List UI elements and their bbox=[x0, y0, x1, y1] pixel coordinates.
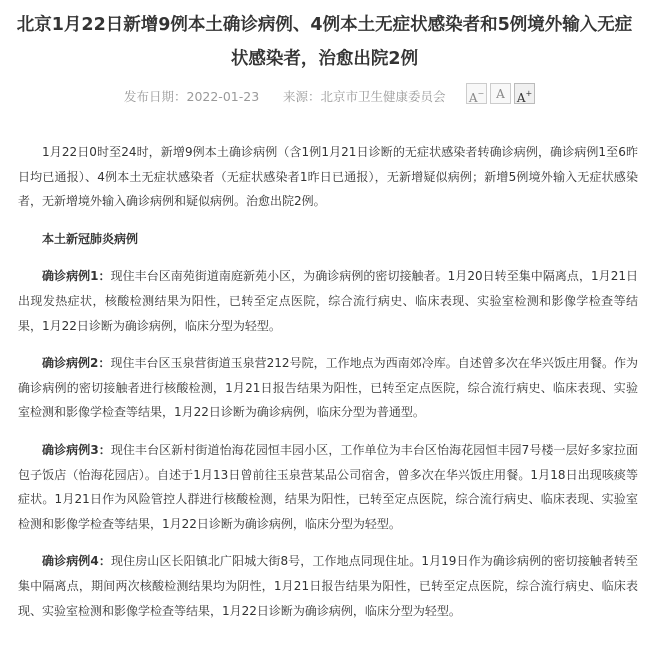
case-label: 确诊病例1： bbox=[42, 269, 111, 284]
article-body bbox=[18, 140, 638, 623]
intro-paragraph: 1月22日0时至24时，新增9例本土确诊病例（含1例1月21日诊断的无症状感染者转确诊病例，确诊病例1至6昨日均已通报）、4例本土无症状感染者（无症状感染者1昨日已通报），无新增疑似病例；新增5例境外输入无症状感染者，无新增境外输入确诊病例和疑似病例。治愈出院2例。 bbox=[18, 145, 638, 209]
section-heading: 本土新冠肺炎病例 bbox=[42, 231, 139, 246]
font-decrease-letter: A bbox=[468, 91, 478, 105]
case-text: 现住丰台区新村街道怡海花园恒丰园小区，工作单位为丰台区怡海花园恒丰园7号楼一层好多家拉面包子饭店（怡海花园店）。自述于1月13日曾前往玉泉营某品公司宿舍，曾多次在华兴饭庄用餐。1月18日出现咳痰等症状。1月21日作为风险管控人群进行核酸检测，结果为阳性，已转至定点医院，综合流行病史、临床表现、实验室检测和影像学检查等结果，1月22日诊断为确诊病例，临床分型为轻型。 bbox=[18, 442, 638, 531]
case-paragraph bbox=[18, 264, 638, 338]
case-text: 现住房山区长阳镇北广阳城大街8号，工作地点同现住址。1月19日作为确诊病例的密切接触者转至集中隔离点，期间两次核酸检测结果均为阴性，1月21日报告结果为阳性，已转至定点医院，综合流行病史、临床表现、实验室检测和影像学检查等结果，1月22日诊断为确诊病例，临床分型为轻型。 bbox=[18, 554, 638, 618]
case-paragraph bbox=[18, 351, 638, 425]
case-paragraph bbox=[18, 549, 638, 623]
publish-date: 发布日期：2022-01-23 bbox=[124, 89, 260, 104]
font-increase-letter: A bbox=[516, 91, 526, 105]
font-size-reset-button[interactable] bbox=[490, 83, 511, 104]
case-text: 现住丰台区玉泉营街道玉泉营212号院，工作地点为西南郊冷库。自述曾多次在华兴饭庄用餐。作为确诊病例的密切接触者进行核酸检测，1月21日报告结果为阳性，已转至定点医院，综合流行病史、临床表现、实验室检测和影像学检查等结果，1月22日诊断为确诊病例，临床分型为普通型。 bbox=[18, 356, 638, 420]
article-title: 北京1月22日新增9例本土确诊病例、4例本土无症状感染者和5例境外输入无症状感染者，治愈出院2例 bbox=[16, 15, 633, 69]
font-reset-letter: A bbox=[496, 87, 505, 101]
article-meta bbox=[0, 83, 649, 107]
case-label: 确诊病例3： bbox=[42, 442, 111, 457]
font-size-decrease-button[interactable] bbox=[466, 83, 487, 104]
case-text: 现住丰台区南苑街道南庭新苑小区，为确诊病例的密切接触者。1月20日转至集中隔离点，1月21日出现发热症状，核酸检测结果为阳性，已转至定点医院，综合流行病史、临床表现、实验室检测和影像学检查等结果，1月22日诊断为确诊病例，临床分型为轻型。 bbox=[18, 269, 638, 333]
font-size-increase-button[interactable] bbox=[514, 83, 535, 104]
case-label: 确诊病例4： bbox=[42, 554, 111, 569]
case-paragraph bbox=[18, 438, 638, 536]
plus-icon: + bbox=[525, 89, 533, 98]
minus-icon: − bbox=[477, 89, 485, 98]
article-source: 来源：北京市卫生健康委员会 bbox=[283, 89, 446, 104]
case-label: 确诊病例2： bbox=[42, 356, 111, 371]
